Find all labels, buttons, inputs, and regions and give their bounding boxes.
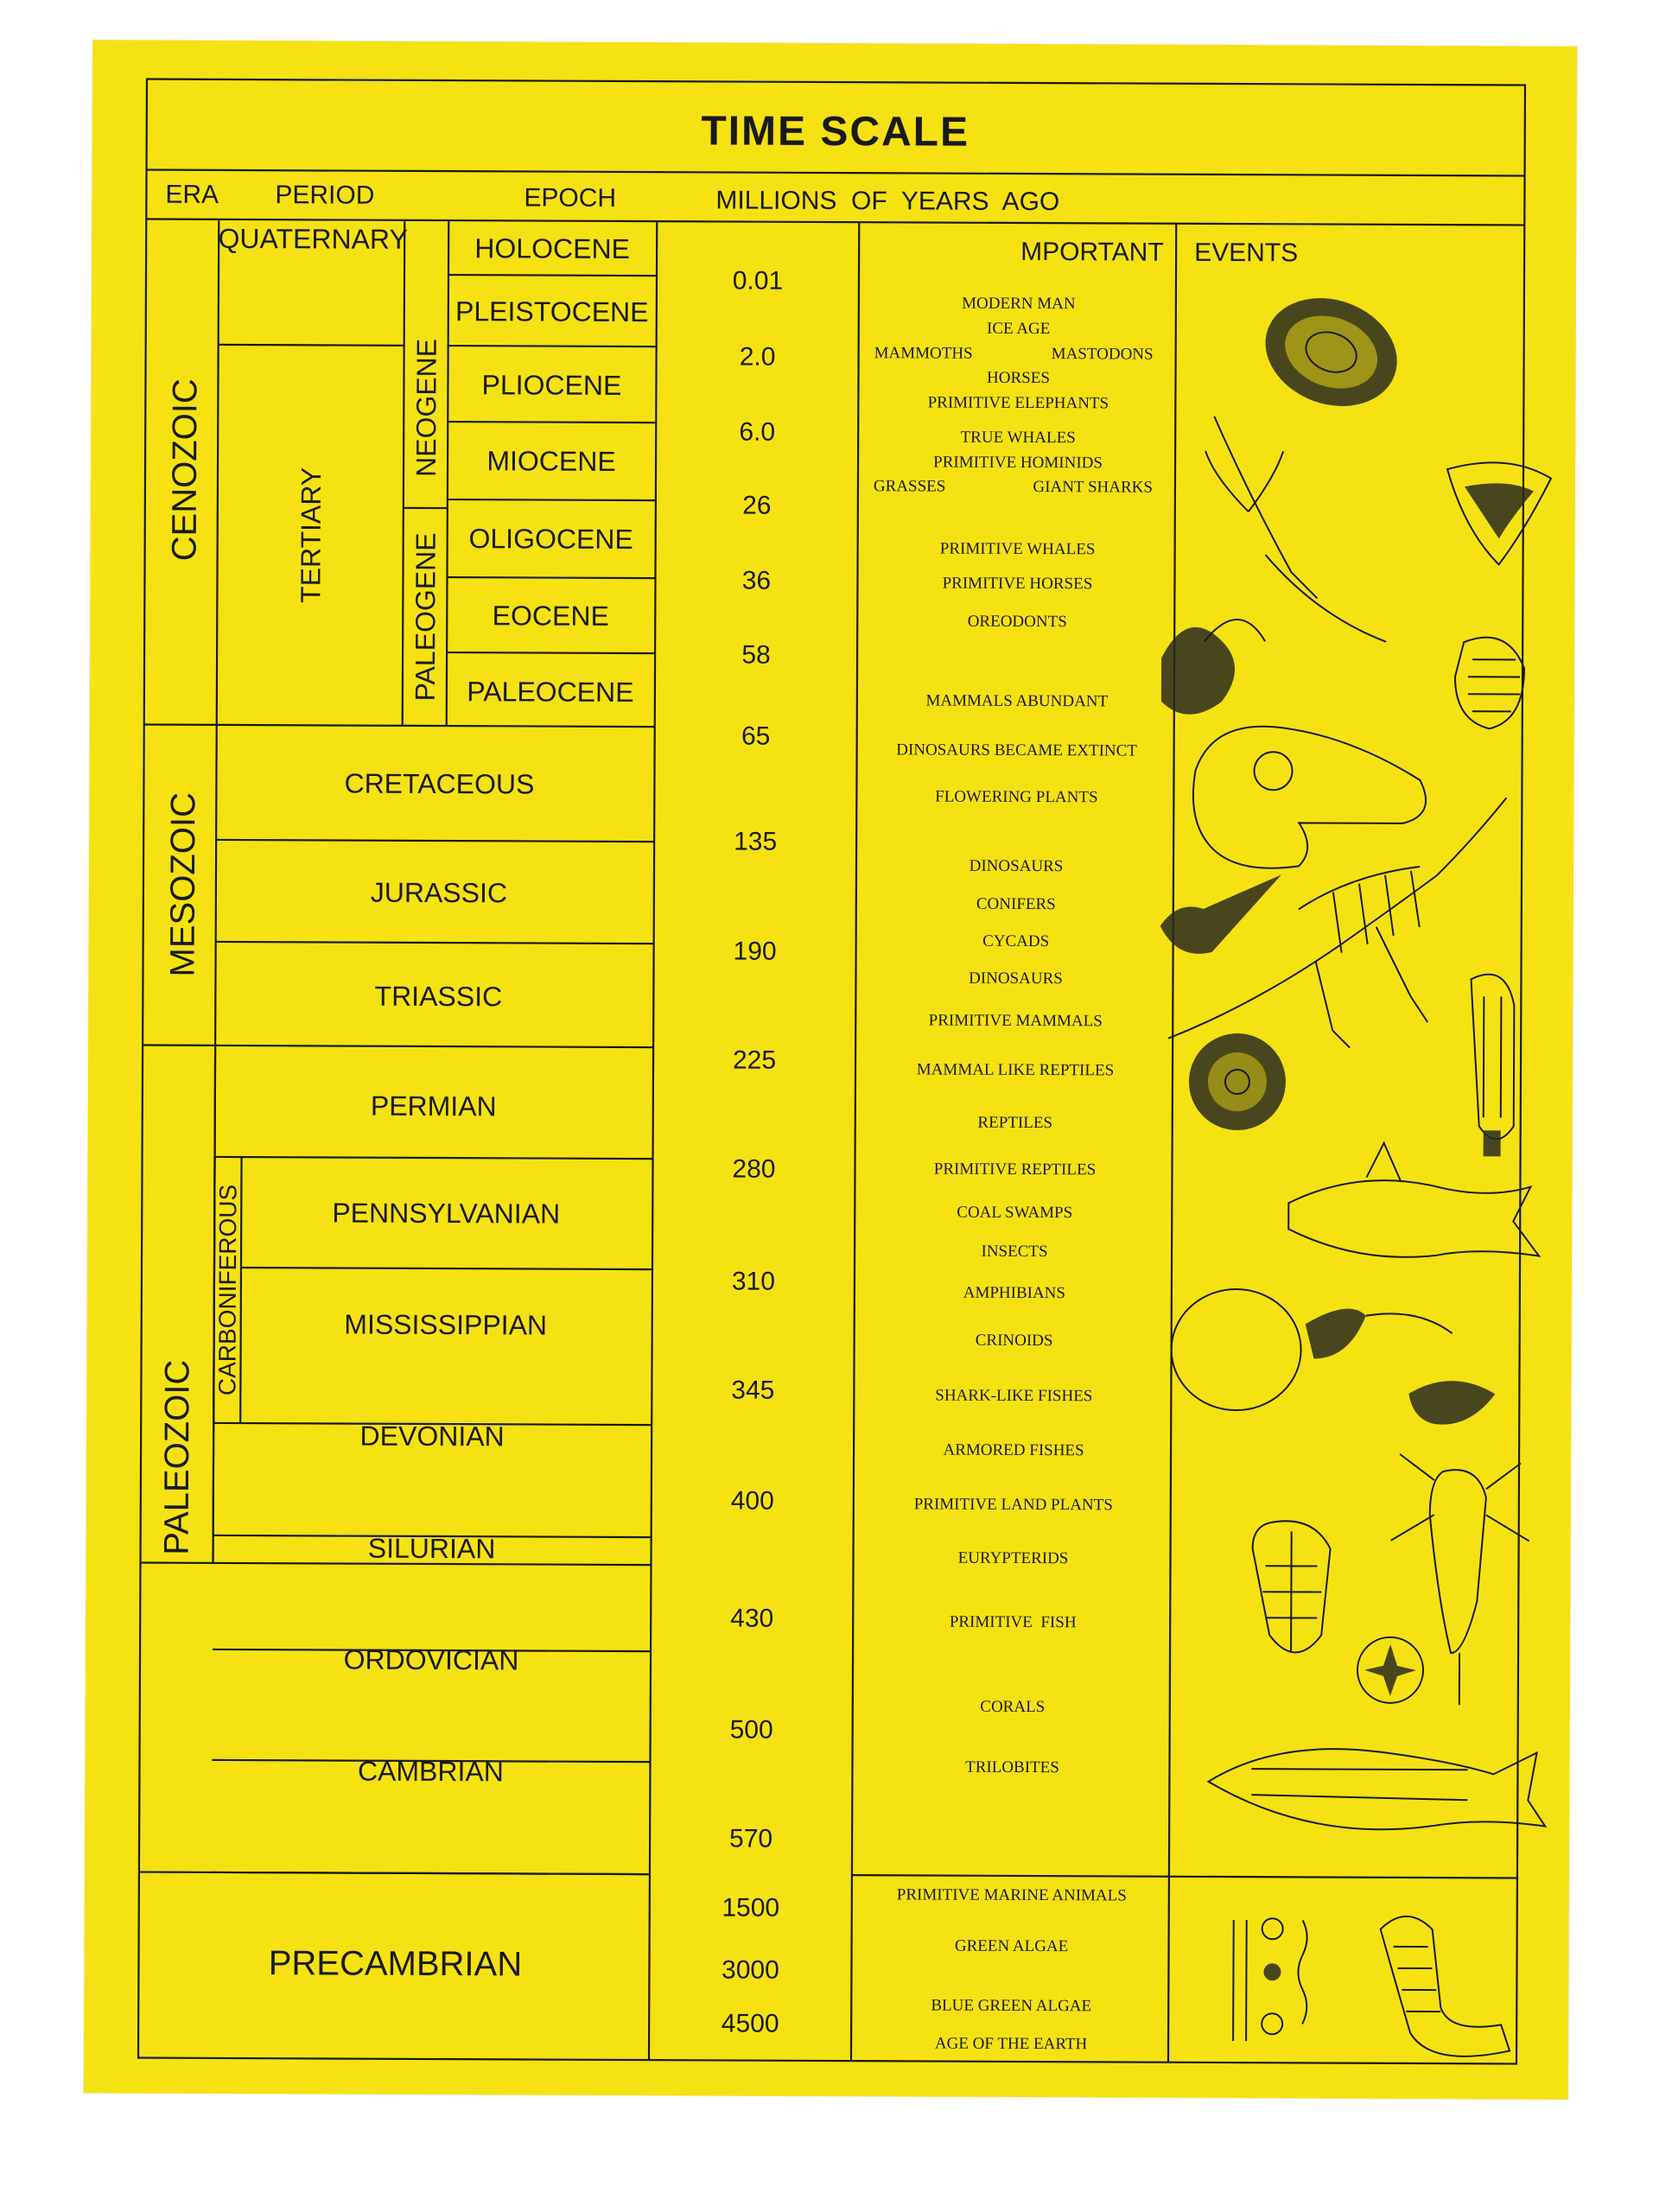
year-label: 36	[741, 566, 772, 595]
era-precambrian: PRECAMBRIAN	[268, 1944, 523, 1984]
period-pennsylvanian: PENNSYLVANIAN	[332, 1197, 561, 1230]
period-cambrian: CAMBRIAN	[357, 1755, 504, 1788]
snail-shell-icon	[1161, 620, 1265, 715]
header-important: MPORTANT	[1020, 237, 1164, 267]
year-label: 500	[729, 1715, 773, 1745]
epoch-eocene: EOCENE	[492, 600, 609, 632]
event-label: PRIMITIVE REPTILES	[933, 1160, 1097, 1179]
era-mesozoic: MESOZOIC	[163, 791, 203, 977]
period-triassic: TRIASSIC	[374, 980, 503, 1013]
event-label: PRIMITIVE LAND PLANTS	[913, 1495, 1113, 1515]
period-permian: PERMIAN	[370, 1090, 497, 1122]
event-label: PRIMITIVE WHALES	[939, 539, 1096, 559]
epoch-oligocene: OLIGOCENE	[468, 523, 633, 555]
event-label: PRIMITIVE ELEPHANTS	[927, 393, 1109, 413]
year-label: 400	[730, 1486, 774, 1516]
eurypterid-icon	[1390, 1454, 1529, 1706]
period-paleogene: PALEOGENE	[409, 532, 442, 702]
year-label: 225	[732, 1046, 777, 1075]
event-label: PRIMITIVE FISH	[949, 1612, 1077, 1632]
period-carboniferous: CARBONIFEROUS	[213, 1184, 242, 1396]
event-label: DINOSAURS	[969, 856, 1064, 876]
time-scale-card	[84, 40, 1577, 2099]
worm-icon	[1380, 1916, 1510, 2056]
event-label: AMPHIBIANS	[963, 1283, 1066, 1303]
event-label: MAMMOTHS	[874, 344, 973, 363]
event-label: MODERN MAN	[962, 294, 1076, 314]
fossil-illustrations	[1155, 280, 1552, 2057]
event-label: ICE AGE	[987, 319, 1051, 339]
event-label: PRIMITIVE MAMMALS	[928, 1011, 1103, 1031]
year-label: 135	[734, 827, 778, 856]
year-label: 26	[742, 491, 772, 520]
event-label: PRIMITIVE MARINE ANIMALS	[896, 1885, 1127, 1905]
period-cretaceous: CRETACEOUS	[344, 767, 535, 800]
event-label: ARMORED FISHES	[943, 1440, 1084, 1460]
year-label: 310	[731, 1267, 776, 1296]
event-label: HORSES	[987, 368, 1050, 388]
cone-shell-icon	[1160, 874, 1281, 955]
ammonite-coil-icon	[1249, 280, 1412, 424]
event-label: AGE OF THE EARTH	[934, 2034, 1088, 2054]
era-cenozoic: CENOZOIC	[165, 378, 205, 562]
header-events: EVENTS	[1194, 238, 1299, 268]
epoch-pleistocene: PLEISTOCENE	[455, 296, 649, 328]
period-mississippian: MISSISSIPPIAN	[344, 1308, 548, 1341]
event-label: DINOSAURS BECAME EXTINCT	[896, 741, 1138, 760]
epoch-pliocene: PLIOCENE	[481, 369, 622, 401]
epoch-miocene: MIOCENE	[486, 445, 616, 477]
period-silurian: SILURIAN	[367, 1532, 496, 1565]
event-label: PRIMITIVE HORSES	[942, 574, 1093, 594]
header-mya: MILLIONS OF YEARS AGO	[715, 186, 1060, 217]
event-label: GIANT SHARKS	[1033, 478, 1153, 497]
clam-icon	[1408, 1381, 1495, 1425]
year-label: 190	[733, 937, 777, 966]
header-epoch: EPOCH	[524, 183, 617, 213]
header-era: ERA	[165, 180, 219, 209]
brachiopod-icon	[1455, 637, 1524, 728]
event-label: TRILOBITES	[965, 1758, 1059, 1777]
year-label: 4500	[721, 2009, 779, 2038]
event-label: DINOSAURS	[969, 969, 1063, 988]
chart-title: TIME SCALE	[701, 108, 970, 156]
event-label: CRINOIDS	[975, 1331, 1053, 1351]
event-label: TRUE WHALES	[960, 428, 1076, 448]
period-neogene: NEOGENE	[410, 338, 442, 478]
epoch-holocene: HOLOCENE	[474, 232, 631, 264]
period-ordovician: ORDOVICIAN	[343, 1643, 519, 1676]
year-label: 430	[730, 1604, 774, 1633]
event-label: MAMMALS ABUNDANT	[925, 691, 1109, 711]
event-label: GRASSES	[873, 477, 946, 496]
year-label: 3000	[722, 1955, 779, 1985]
event-label: MASTODONS	[1051, 345, 1154, 364]
shark-icon	[1288, 1142, 1540, 1257]
period-devonian: DEVONIAN	[359, 1420, 505, 1452]
trilobite-icon	[1252, 1521, 1331, 1652]
period-jurassic: JURASSIC	[370, 876, 508, 909]
event-label: PRIMITIVE HOMINIDS	[933, 453, 1103, 473]
header-period: PERIOD	[275, 181, 375, 210]
year-label: 58	[741, 640, 771, 670]
event-label: EURYPTERIDS	[957, 1548, 1069, 1568]
year-label: 1500	[722, 1893, 780, 1923]
event-label: COAL SWAMPS	[957, 1203, 1073, 1223]
event-label: MAMMAL LIKE REPTILES	[916, 1060, 1115, 1080]
era-paleozoic: PALEOZOIC	[157, 1359, 197, 1555]
event-label: BLUE GREEN ALGAE	[931, 1996, 1092, 2016]
mayfly-icon	[1205, 416, 1387, 642]
event-label: CYCADS	[982, 931, 1050, 951]
time-scale-chart	[84, 40, 1577, 2099]
algae-strands-icon	[1233, 1918, 1307, 2041]
event-label: INSECTS	[981, 1242, 1048, 1262]
events-column	[867, 294, 1154, 2053]
year-label: 0.01	[732, 266, 784, 296]
mammal-skull-icon	[1193, 726, 1427, 868]
year-label: 2.0	[739, 342, 776, 372]
year-label: 6.0	[739, 417, 776, 447]
event-label: CONIFERS	[976, 894, 1056, 914]
year-label: 280	[732, 1154, 776, 1184]
event-label: REPTILES	[977, 1113, 1053, 1133]
lobefin-fish-icon	[1208, 1748, 1545, 1830]
echinoid-icon	[1357, 1637, 1423, 1703]
event-label: OREODONTS	[967, 612, 1067, 632]
year-label: 345	[731, 1376, 775, 1405]
years-column	[722, 266, 787, 2037]
crinoid-icon	[1471, 975, 1515, 1157]
event-label: FLOWERING PLANTS	[935, 787, 1098, 807]
epoch-paleocene: PALEOCENE	[467, 676, 634, 709]
shark-tooth-icon	[1447, 462, 1552, 565]
event-label: CORALS	[980, 1697, 1046, 1717]
period-quaternary: QUATERNARY	[218, 222, 408, 255]
event-label: SHARK-LIKE FISHES	[935, 1386, 1093, 1406]
ammonite-icon	[1189, 1033, 1286, 1130]
event-label: GREEN ALGAE	[954, 1936, 1069, 1956]
period-tertiary: TERTIARY	[295, 467, 327, 603]
year-label: 65	[741, 721, 771, 751]
year-label: 570	[729, 1824, 773, 1853]
placoderm-fish-icon	[1171, 1289, 1453, 1411]
